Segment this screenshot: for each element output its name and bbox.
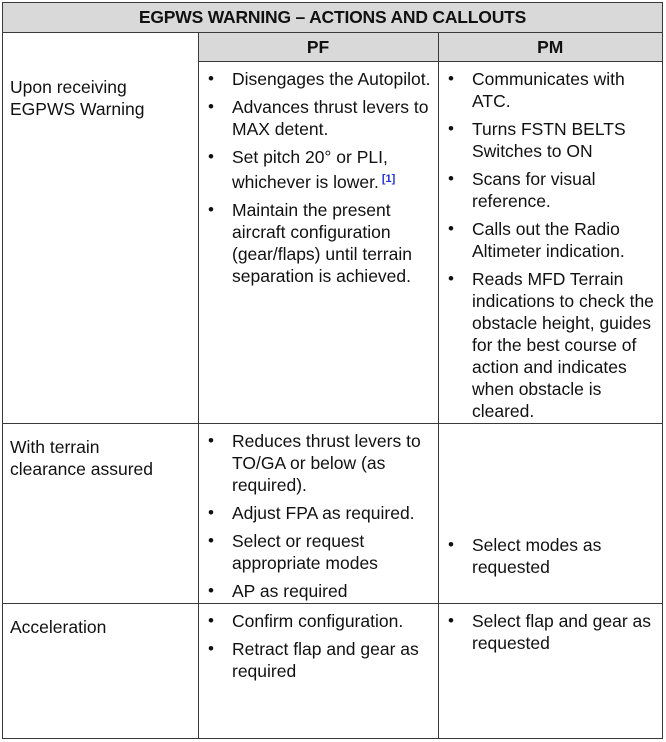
pm-actions-cell: [441, 610, 656, 660]
list-item: • Maintain the present aircraft configuration (gear/flaps) until terrain separation is achieved.: [208, 200, 412, 286]
bullet-icon: •: [208, 531, 214, 550]
list-item: • Retract flap and gear as required: [208, 639, 419, 681]
list-item: • Calls out the Radio Altimeter indication.: [448, 219, 625, 261]
bullet-icon: •: [208, 611, 214, 630]
bullet-icon: •: [448, 535, 454, 554]
bullet-icon: •: [448, 69, 454, 88]
list-item: • Adjust FPA as required.: [208, 503, 415, 523]
list-item: • Scans for visual reference.: [448, 169, 596, 211]
list-item: • Turns FSTN BELTS Switches to ON: [448, 119, 626, 161]
list-item: • Select modes as requested: [448, 535, 602, 577]
bullet-icon: •: [208, 97, 214, 116]
column-header-pm: PM: [438, 33, 663, 62]
column-divider: [198, 33, 200, 738]
table-title: EGPWS WARNING – ACTIONS AND CALLOUTS: [3, 3, 662, 33]
list-item: • Set pitch 20° or PLI, whichever is lower. [1]: [208, 147, 396, 192]
pf-actions-cell: [201, 430, 435, 608]
row-label: With terrain clearance assured: [10, 437, 153, 479]
pm-actions-cell: [441, 68, 663, 428]
pf-actions-cell: [201, 610, 435, 688]
list-item: • Confirm configuration.: [208, 611, 404, 631]
bullet-icon: •: [208, 503, 214, 522]
list-item: • Select flap and gear as requested: [448, 611, 652, 653]
list-item: • Select or request appropriate modes: [208, 531, 378, 573]
list-item: • Communicates with ATC.: [448, 69, 625, 111]
list-item: • Advances thrust levers to MAX detent.: [208, 97, 429, 139]
bullet-icon: •: [208, 581, 214, 600]
bullet-icon: •: [448, 169, 454, 188]
bullet-icon: •: [208, 69, 214, 88]
bullet-icon: •: [448, 219, 454, 238]
column-divider: [438, 33, 440, 738]
bullet-icon: •: [208, 639, 214, 658]
reference-link[interactable]: [1]: [381, 173, 396, 185]
row-label: Upon receiving EGPWS Warning: [10, 77, 145, 119]
bullet-icon: •: [208, 200, 214, 219]
egpws-actions-table: [2, 2, 663, 739]
bullet-icon: •: [208, 147, 214, 166]
column-header-pf: PF: [198, 33, 438, 62]
row-label: Acceleration: [10, 617, 107, 637]
bullet-icon: •: [448, 611, 454, 630]
list-item: • AP as required: [208, 581, 348, 601]
bullet-icon: •: [448, 119, 454, 138]
list-item: • Reduces thrust levers to TO/GA or below (as required).: [208, 431, 421, 495]
bullet-icon: •: [208, 431, 214, 450]
pm-actions-cell: [441, 534, 641, 584]
list-item: • Reads MFD Terrain indications to check the obstacle height, guides for the best course of action and indicates when obstacle is cleared.: [448, 269, 654, 421]
bullet-icon: •: [448, 269, 454, 288]
pf-actions-cell: [201, 68, 435, 293]
list-item: • Disengages the Autopilot.: [208, 69, 431, 89]
